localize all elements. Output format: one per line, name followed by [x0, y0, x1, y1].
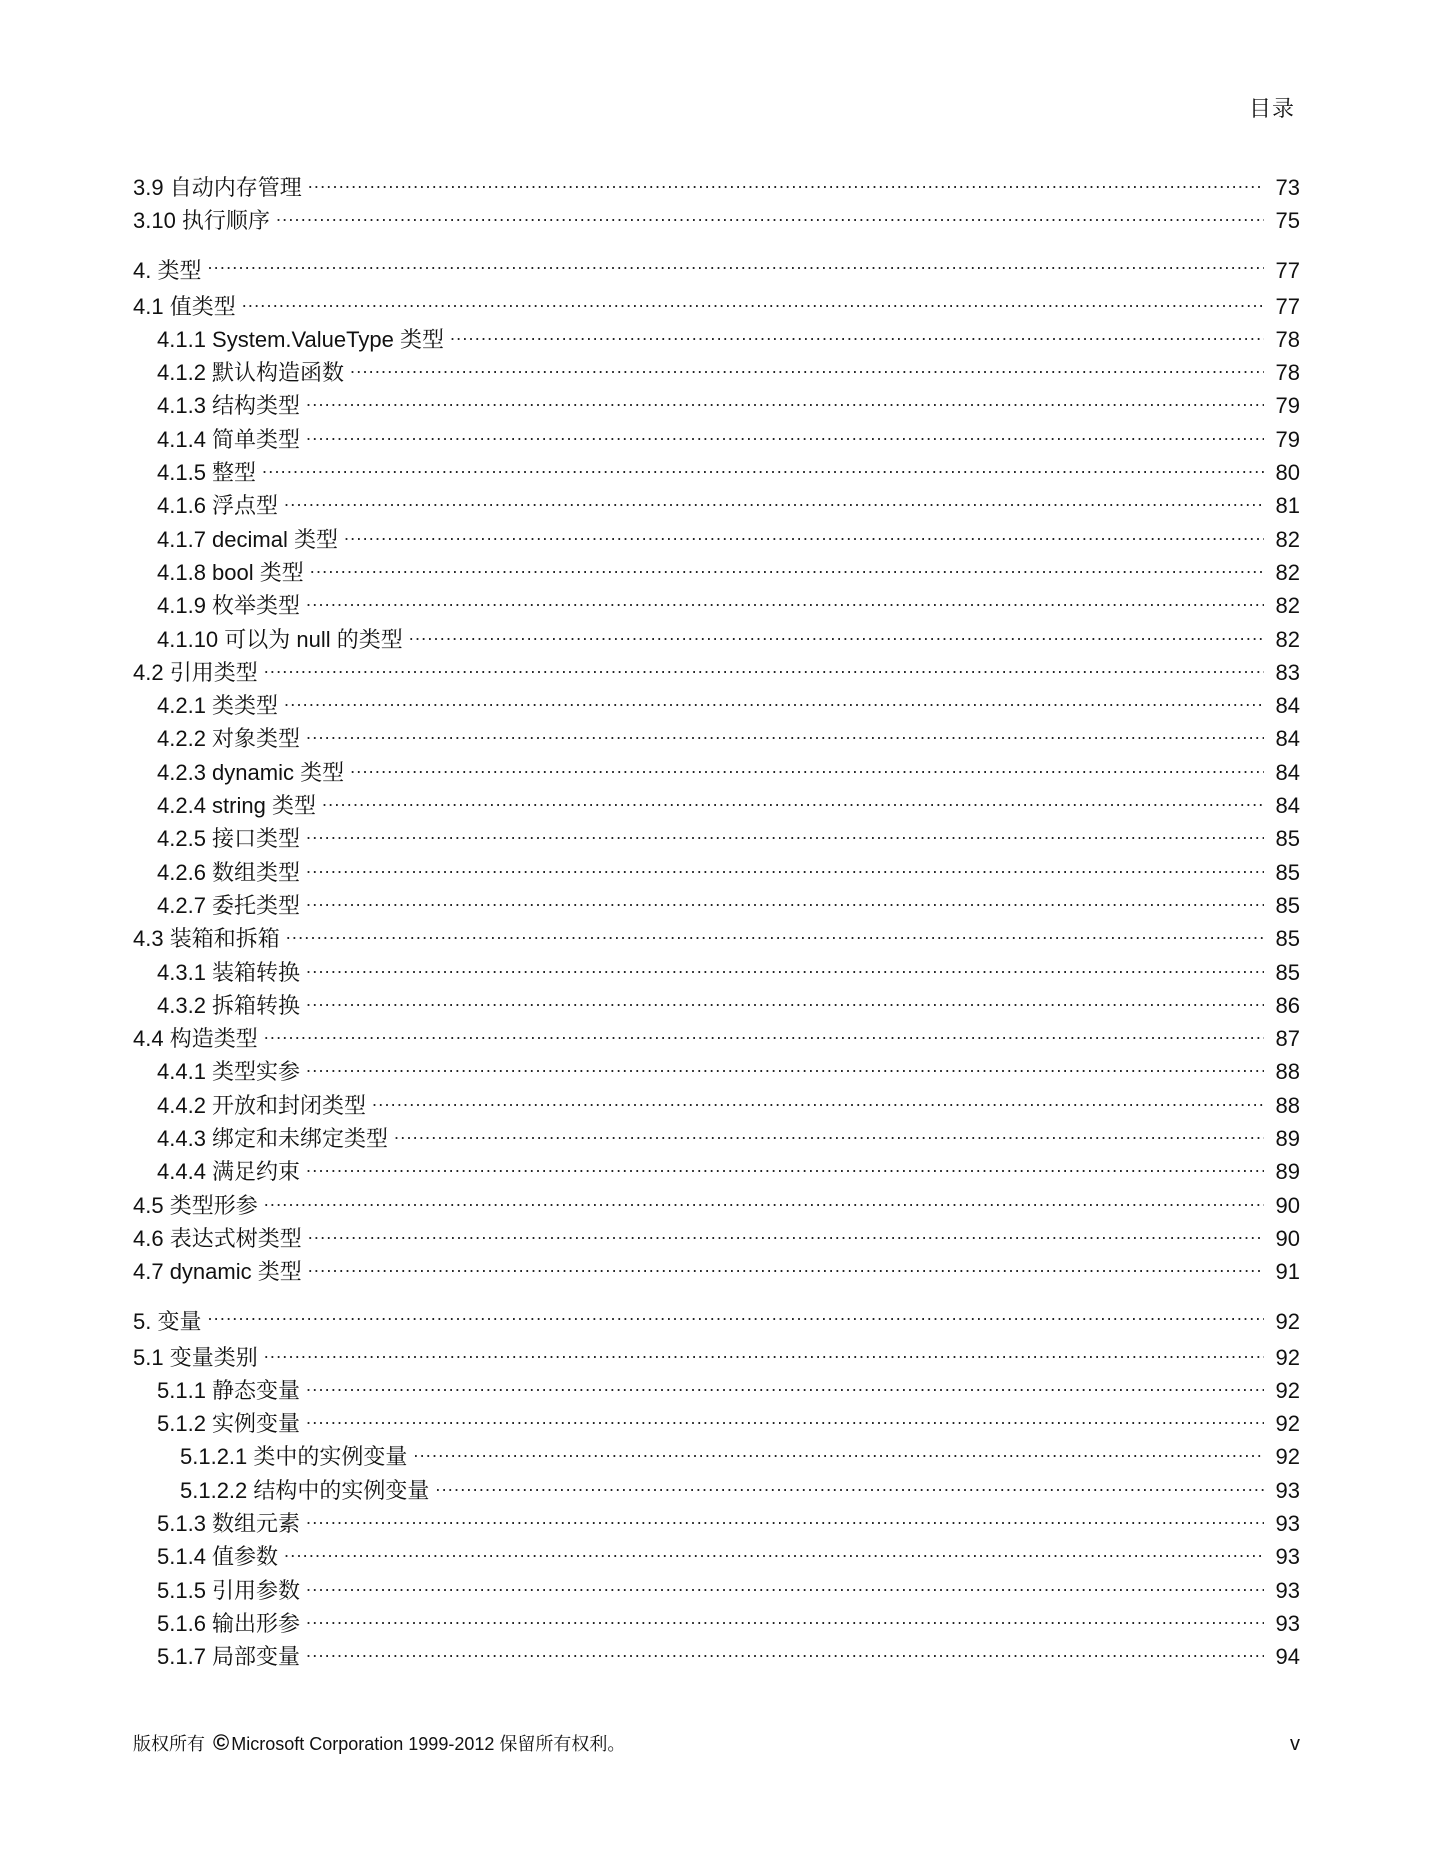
toc-entry-title[interactable]: 4.4.1 类型实参 — [157, 1059, 301, 1085]
toc-entry-title[interactable]: 5.1.4 值参数 — [157, 1544, 279, 1570]
dot-leader — [276, 206, 1264, 228]
dot-leader — [306, 958, 1264, 980]
toc-entry-title[interactable]: 4.1.3 结构类型 — [157, 393, 301, 419]
toc-entry[interactable] — [133, 489, 1300, 522]
toc-entry-page-number[interactable]: 82 — [1275, 593, 1300, 619]
toc-entry[interactable] — [133, 356, 1300, 389]
toc-entry-title[interactable]: 5.1 变量类别 — [133, 1344, 258, 1370]
toc-entry-title[interactable]: 3.9 自动内存管理 — [133, 175, 302, 200]
copyright-notice — [133, 1730, 625, 1756]
toc-entry-page-number[interactable]: 84 — [1275, 793, 1300, 819]
toc-entry-page-number[interactable]: 92 — [1275, 1344, 1300, 1370]
toc-entry-title[interactable]: 5.1.5 引用参数 — [157, 1577, 301, 1603]
toc-entry-page-number[interactable]: 84 — [1275, 759, 1300, 785]
toc-entry-page-number[interactable]: 80 — [1275, 460, 1300, 486]
toc-entry[interactable] — [133, 1440, 1300, 1473]
toc-entry-page-number[interactable]: 92 — [1275, 1377, 1300, 1403]
toc-entry-page-number[interactable]: 92 — [1275, 1444, 1300, 1470]
table-of-contents — [133, 171, 1300, 1673]
dot-leader — [308, 173, 1264, 195]
toc-entry-page-number[interactable]: 82 — [1275, 526, 1300, 552]
dot-leader — [306, 1376, 1264, 1398]
toc-entry[interactable] — [133, 956, 1300, 989]
toc-entry-title[interactable]: 4.2.4 string 类型 — [157, 793, 316, 819]
dot-leader — [284, 491, 1264, 513]
toc-entry-title[interactable]: 4.2 引用类型 — [133, 659, 258, 685]
toc-entry-page-number[interactable]: 85 — [1275, 926, 1300, 952]
dot-leader — [308, 1257, 1264, 1279]
toc-entry-title[interactable]: 4.4 构造类型 — [133, 1026, 258, 1052]
toc-entry-page-number[interactable]: 85 — [1275, 859, 1300, 885]
toc-entry[interactable] — [133, 423, 1300, 456]
toc-entry-title[interactable]: 4.3.1 装箱转换 — [157, 959, 301, 985]
toc-entry-title[interactable]: 5.1.3 数组元素 — [157, 1510, 301, 1536]
dot-leader — [306, 425, 1264, 447]
toc-entry[interactable] — [133, 989, 1300, 1022]
toc-entry-page-number[interactable]: 77 — [1275, 293, 1300, 319]
toc-entry-title[interactable]: 5.1.7 局部变量 — [157, 1644, 301, 1670]
toc-entry-page-number[interactable]: 90 — [1275, 1192, 1300, 1218]
toc-entry-page-number[interactable]: 89 — [1275, 1159, 1300, 1185]
toc-entry[interactable] — [133, 856, 1300, 889]
toc-entry[interactable] — [133, 589, 1300, 622]
dot-leader — [306, 591, 1264, 613]
dot-leader — [350, 758, 1264, 780]
toc-entry-page-number[interactable]: 79 — [1275, 393, 1300, 419]
dot-leader — [306, 891, 1264, 913]
toc-entry-title[interactable]: 4.2.7 委托类型 — [157, 892, 301, 918]
dot-leader — [372, 1091, 1264, 1113]
toc-entry[interactable] — [133, 922, 1300, 955]
dot-leader — [435, 1476, 1264, 1498]
toc-entry[interactable] — [133, 1374, 1300, 1407]
toc-entry-page-number[interactable]: 73 — [1275, 175, 1300, 200]
toc-entry-page-number[interactable]: 79 — [1275, 426, 1300, 452]
toc-entry-title[interactable]: 4.1.1 System.ValueType 类型 — [157, 326, 444, 352]
toc-entry-title[interactable]: 4.1 值类型 — [133, 293, 236, 319]
toc-entry[interactable] — [133, 252, 1300, 290]
toc-entry-title[interactable]: 4.2.3 dynamic 类型 — [157, 759, 345, 785]
toc-entry-title[interactable]: 4.1.5 整型 — [157, 460, 257, 486]
toc-entry[interactable] — [133, 171, 1300, 204]
toc-entry-page-number[interactable]: 82 — [1275, 626, 1300, 652]
toc-entry[interactable] — [133, 1474, 1300, 1507]
toc-entry-title[interactable]: 5.1.2.2 结构中的实例变量 — [180, 1477, 430, 1503]
dot-leader — [306, 1609, 1264, 1631]
toc-entry[interactable] — [133, 1407, 1300, 1440]
toc-entry-page-number[interactable]: 83 — [1275, 659, 1300, 685]
toc-entry[interactable] — [133, 204, 1300, 237]
toc-entry-title[interactable]: 3.10 执行顺序 — [133, 208, 270, 234]
toc-entry-page-number[interactable]: 93 — [1275, 1577, 1300, 1603]
toc-entry-page-number[interactable]: 93 — [1275, 1510, 1300, 1536]
dot-leader — [344, 525, 1264, 547]
dot-leader — [306, 1576, 1264, 1598]
toc-entry-page-number[interactable]: 78 — [1275, 326, 1300, 352]
dot-leader — [306, 1057, 1264, 1079]
toc-entry-title[interactable]: 4.7 dynamic 类型 — [133, 1259, 302, 1285]
toc-entry[interactable] — [133, 1507, 1300, 1540]
toc-entry[interactable] — [133, 789, 1300, 822]
dot-leader — [262, 458, 1264, 480]
dot-leader — [306, 824, 1264, 846]
toc-entry[interactable] — [133, 1607, 1300, 1640]
toc-entry[interactable] — [133, 290, 1300, 323]
dot-leader — [264, 1343, 1264, 1365]
toc-entry[interactable] — [133, 1189, 1300, 1222]
dot-leader — [306, 858, 1264, 880]
toc-entry-page-number[interactable]: 88 — [1275, 1092, 1300, 1118]
dot-leader — [306, 1642, 1264, 1664]
toc-entry-title[interactable]: 4.1.6 浮点型 — [157, 493, 279, 519]
toc-entry[interactable] — [133, 1155, 1300, 1188]
toc-entry-page-number[interactable]: 93 — [1275, 1544, 1300, 1570]
toc-entry-page-number[interactable]: 87 — [1275, 1026, 1300, 1052]
toc-entry-title[interactable]: 5.1.6 输出形参 — [157, 1610, 301, 1636]
toc-entry-title[interactable]: 4.5 类型形参 — [133, 1192, 258, 1218]
copyright-icon: © — [213, 1730, 230, 1755]
dot-leader — [394, 1124, 1264, 1146]
toc-entry-page-number[interactable]: 93 — [1275, 1610, 1300, 1636]
toc-entry-page-number[interactable]: 77 — [1275, 257, 1300, 283]
toc-entry-title[interactable]: 4.3.2 拆箱转换 — [157, 992, 301, 1018]
toc-entry-page-number[interactable]: 81 — [1275, 493, 1300, 519]
toc-entry-page-number[interactable]: 78 — [1275, 360, 1300, 386]
dot-leader — [322, 791, 1264, 813]
toc-entry-title[interactable]: 4.1.9 枚举类型 — [157, 593, 301, 619]
toc-entry[interactable] — [133, 822, 1300, 855]
toc-entry-title[interactable]: 4.1.10 可以为 null 的类型 — [157, 626, 403, 652]
dot-leader — [306, 1157, 1264, 1179]
toc-entry-page-number[interactable]: 85 — [1275, 959, 1300, 985]
toc-entry-title[interactable]: 5.1.2.1 类中的实例变量 — [180, 1444, 408, 1470]
dot-leader — [286, 924, 1264, 946]
dot-leader — [207, 1307, 1264, 1329]
toc-entry[interactable] — [133, 756, 1300, 789]
toc-entry[interactable] — [133, 889, 1300, 922]
dot-leader — [264, 658, 1264, 680]
toc-entry-title[interactable]: 4.2.2 对象类型 — [157, 726, 301, 752]
toc-entry[interactable] — [133, 556, 1300, 589]
toc-entry-title[interactable]: 4.1.7 decimal 类型 — [157, 526, 338, 552]
dot-leader — [409, 625, 1264, 647]
dot-leader — [264, 1024, 1264, 1046]
toc-entry[interactable] — [133, 689, 1300, 722]
toc-entry-title[interactable]: 4.1.2 默认构造函数 — [157, 360, 345, 386]
toc-entry-title[interactable]: 4.3 装箱和拆箱 — [133, 926, 280, 952]
dot-leader — [450, 325, 1264, 347]
copyright-prefix: 版权所有 — [133, 1734, 205, 1754]
toc-entry-title[interactable]: 5. 变量 — [133, 1308, 202, 1334]
dot-leader — [242, 292, 1264, 314]
dot-leader — [306, 1409, 1264, 1431]
toc-entry-page-number[interactable]: 90 — [1275, 1225, 1300, 1251]
toc-entry[interactable] — [133, 1089, 1300, 1122]
toc-entry-page-number[interactable]: 92 — [1275, 1308, 1300, 1334]
toc-entry[interactable] — [133, 456, 1300, 489]
page-number: v — [1290, 1733, 1300, 1755]
toc-entry-page-number[interactable]: 85 — [1275, 892, 1300, 918]
toc-entry[interactable] — [133, 323, 1300, 356]
toc-entry-page-number[interactable]: 82 — [1275, 559, 1300, 585]
toc-entry-page-number[interactable]: 84 — [1275, 693, 1300, 719]
toc-entry-title[interactable]: 4.2.1 类类型 — [157, 693, 279, 719]
toc-entry-title[interactable]: 4.2.6 数组类型 — [157, 859, 301, 885]
toc-entry[interactable] — [133, 389, 1300, 422]
toc-entry-title[interactable]: 4.4.4 满足约束 — [157, 1159, 301, 1185]
toc-entry[interactable] — [133, 1055, 1300, 1088]
toc-entry-page-number[interactable]: 93 — [1275, 1477, 1300, 1503]
toc-entry-page-number[interactable]: 85 — [1275, 826, 1300, 852]
toc-entry-title[interactable]: 4. 类型 — [133, 257, 202, 283]
dot-leader — [413, 1442, 1264, 1464]
toc-entry[interactable] — [133, 623, 1300, 656]
toc-entry[interactable] — [133, 1222, 1300, 1255]
dot-leader — [264, 1191, 1264, 1213]
toc-entry-title[interactable]: 5.1.1 静态变量 — [157, 1377, 301, 1403]
toc-entry-title[interactable]: 4.2.5 接口类型 — [157, 826, 301, 852]
toc-entry-page-number[interactable]: 84 — [1275, 726, 1300, 752]
toc-entry[interactable] — [133, 1122, 1300, 1155]
toc-entry[interactable] — [133, 1640, 1300, 1673]
toc-entry[interactable] — [133, 1341, 1300, 1374]
toc-entry-page-number[interactable]: 86 — [1275, 992, 1300, 1018]
dot-leader — [306, 1509, 1264, 1531]
dot-leader — [207, 256, 1264, 278]
dot-leader — [350, 358, 1264, 380]
toc-entry-title[interactable]: 4.1.8 bool 类型 — [157, 559, 304, 585]
toc-entry[interactable] — [133, 1255, 1300, 1288]
toc-entry-title[interactable]: 4.4.3 绑定和未绑定类型 — [157, 1126, 389, 1152]
toc-entry-page-number[interactable]: 91 — [1275, 1259, 1300, 1285]
toc-entry-title[interactable]: 4.4.2 开放和封闭类型 — [157, 1092, 367, 1118]
toc-entry[interactable] — [133, 722, 1300, 755]
toc-entry[interactable] — [133, 1022, 1300, 1055]
dot-leader — [284, 691, 1264, 713]
toc-entry-page-number[interactable]: 94 — [1275, 1644, 1300, 1670]
toc-entry-title[interactable]: 4.1.4 简单类型 — [157, 426, 301, 452]
page-header-title: 目录 — [1248, 96, 1295, 121]
toc-entry-title[interactable]: 5.1.2 实例变量 — [157, 1411, 301, 1437]
toc-entry[interactable] — [133, 656, 1300, 689]
toc-entry[interactable] — [133, 1574, 1300, 1607]
toc-entry-page-number[interactable]: 75 — [1275, 208, 1300, 234]
dot-leader — [306, 991, 1264, 1013]
toc-entry-page-number[interactable]: 88 — [1275, 1059, 1300, 1085]
dot-leader — [308, 1224, 1264, 1246]
toc-entry-title[interactable]: 4.6 表达式树类型 — [133, 1225, 302, 1251]
dot-leader — [306, 391, 1264, 413]
toc-entry-page-number[interactable]: 89 — [1275, 1126, 1300, 1152]
page-footer — [133, 1730, 1300, 1756]
dot-leader — [284, 1542, 1264, 1564]
toc-entry[interactable] — [133, 1540, 1300, 1573]
toc-entry[interactable] — [133, 523, 1300, 556]
copyright-text: Microsoft Corporation 1999-2012 保留所有权利。 — [231, 1734, 626, 1754]
toc-entry-page-number[interactable]: 92 — [1275, 1411, 1300, 1437]
dot-leader — [306, 724, 1264, 746]
toc-entry[interactable] — [133, 1303, 1300, 1341]
dot-leader — [310, 558, 1264, 580]
